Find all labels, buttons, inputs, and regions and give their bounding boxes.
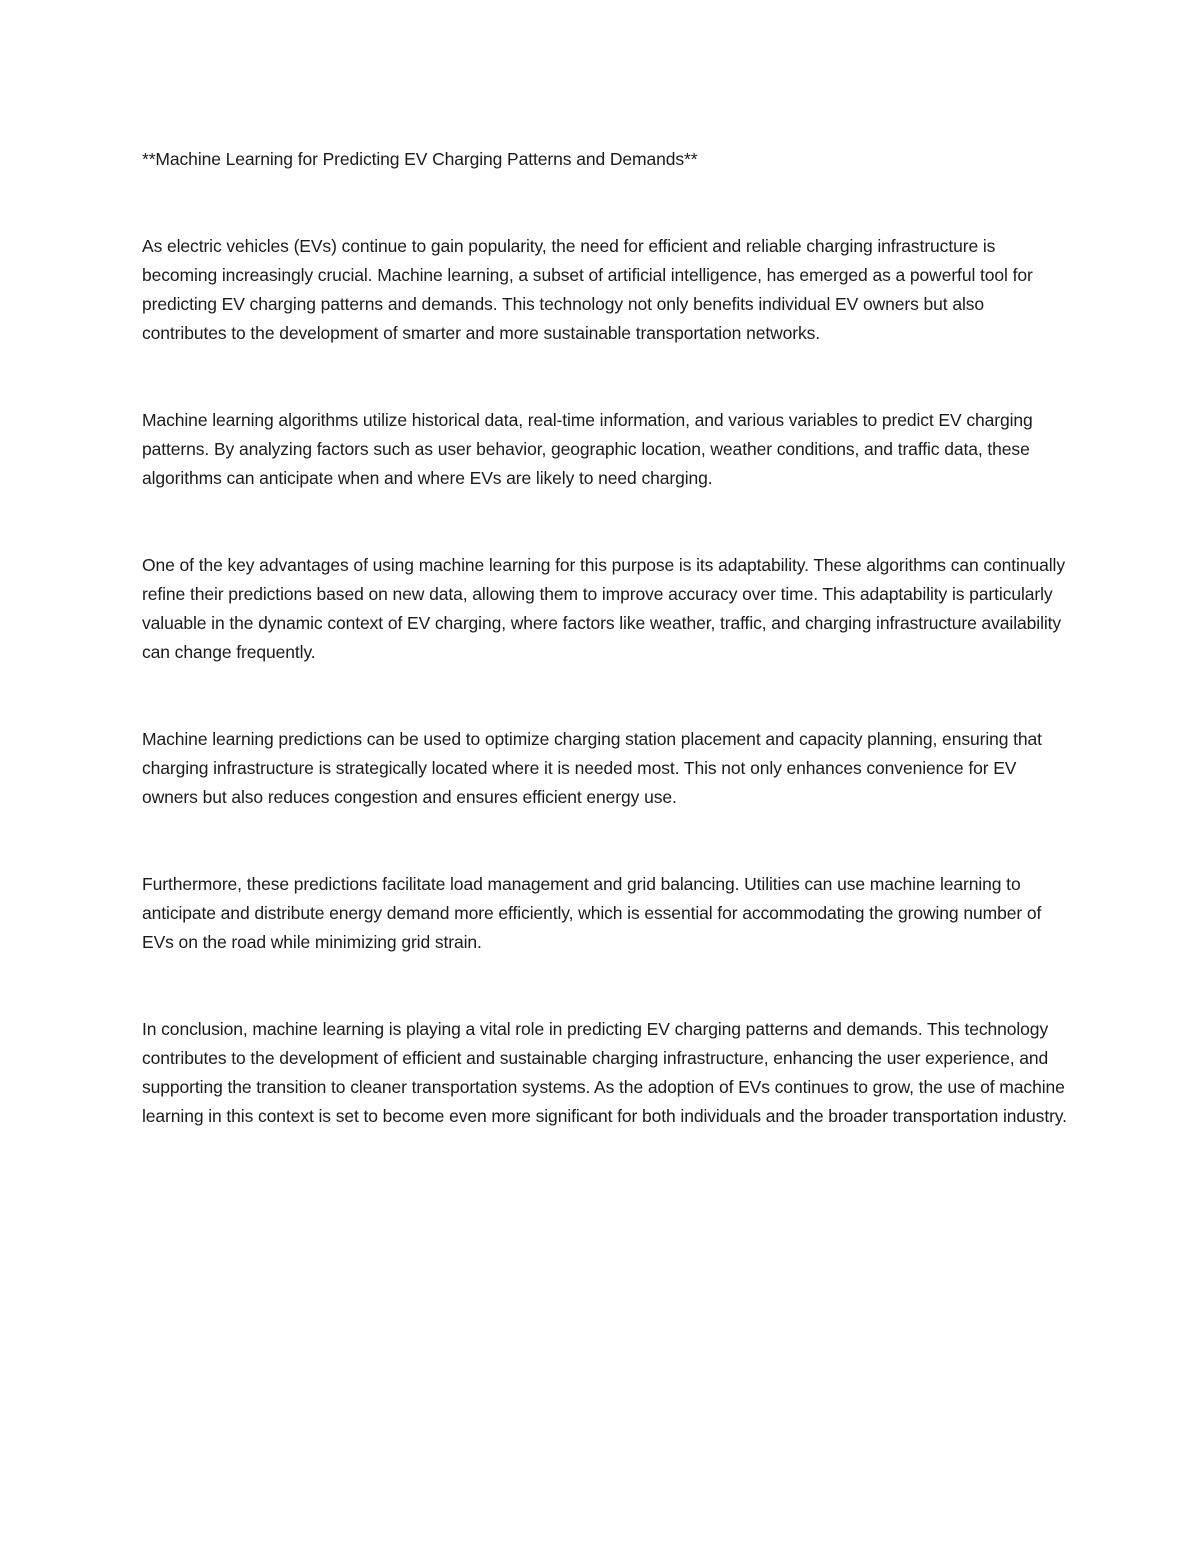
paragraph-algorithms: Machine learning algorithms utilize historical data, real-time information, and various variables to predict EV charging patterns. By analyzing factors such as user behavior, geographic location, weather conditions, and traffic data, these algorithms can anticipate when and where EVs are likely to need charging.	[142, 410, 1033, 488]
paragraph-grid-balancing: Furthermore, these predictions facilitate load management and grid balancing. Utilities can use machine learning to anticipate and distribute energy demand more efficiently, which is essential for accommodating the growing number of EVs on the road while minimizing grid strain.	[142, 874, 1042, 952]
paragraph-intro: As electric vehicles (EVs) continue to gain popularity, the need for efficient and reliable charging infrastructure is becoming increasingly crucial. Machine learning, a subset of artificial intelligence, has emerged as a powerful tool for predicting EV charging patterns and demands. This technology not only benefits individual EV owners but also contributes to the development of smarter and more sustainable transportation networks.	[142, 236, 1033, 343]
document-title: **Machine Learning for Predicting EV Charging Patterns and Demands**	[142, 149, 698, 169]
paragraph-adaptability: One of the key advantages of using machine learning for this purpose is its adaptability. These algorithms can continually refine their predictions based on new data, allowing them to improve accuracy over time. This adaptability is particularly valuable in the dynamic context of EV charging, where factors like weather, traffic, and charging infrastructure availability can change frequently.	[142, 555, 1065, 662]
paragraph-station-placement: Machine learning predictions can be used to optimize charging station placement and capacity planning, ensuring that charging infrastructure is strategically located where it is needed most. This not only enhances convenience for EV owners but also reduces congestion and ensures efficient energy use.	[142, 729, 1042, 807]
paragraph-conclusion: In conclusion, machine learning is playing a vital role in predicting EV charging patterns and demands. This technology contributes to the development of efficient and sustainable charging infrastructure, enhancing the user experience, and supporting the transition to cleaner transportation systems. As the adoption of EVs continues to grow, the use of machine learning in this context is set to become even more significant for both individuals and the broader transportation industry.	[142, 1019, 1067, 1126]
document-body	[142, 145, 1072, 1189]
